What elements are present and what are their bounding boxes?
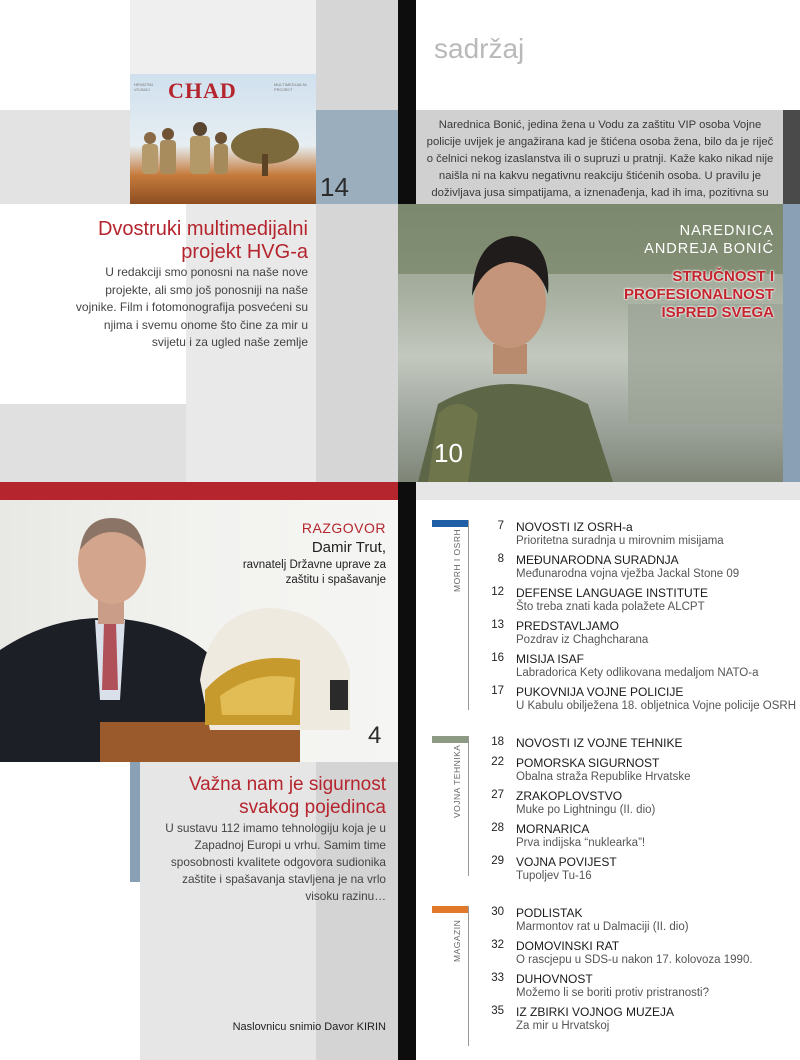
- toc-heading: ZRAKOPLOVSTVO: [516, 789, 623, 803]
- toc-heading: MISIJA ISAF: [516, 652, 585, 666]
- cover-small-text: HRVATSKI VOJNICI: [134, 82, 154, 92]
- toc-heading: VOJNA POVIJEST: [516, 855, 617, 869]
- soldiers-desert-illustration: [130, 74, 316, 204]
- toc-page-number: 27: [491, 789, 504, 801]
- toc-group-line: [468, 520, 469, 710]
- toc-heading: NOVOSTI IZ VOJNE TEHNIKE: [516, 736, 683, 750]
- toc-page-number: 30: [491, 906, 504, 918]
- toc-subheading: U Kabulu obilježena 18. obljetnica Vojne policije OSRH: [516, 700, 797, 712]
- toc-page-number: 16: [491, 652, 504, 664]
- toc-group-label: MAGAZIN: [452, 919, 462, 962]
- toc-subheading: Pozdrav iz Chaghcharana: [516, 634, 649, 646]
- toc-subheading: Za mir u Hrvatskoj: [516, 1020, 610, 1032]
- toc-group-line: [468, 736, 469, 876]
- toc-subheading: Prioritetna suradnja u mirovnim misijama: [516, 535, 724, 547]
- toc-group-label: MORH I OSRH: [452, 528, 462, 592]
- intro-text: Narednica Bonić, jedina žena u Vodu za zaštitu VIP osoba Vojne policije uvijek je angažirana kad je štićena osoba žena, bilo da je riječ o čelnici nekog izaslanstva ili o supruzi u pratnji. Kaže kako nikad nije naišla ni na kakvu negativnu reakciju štićenih osoba. U pravilu je doživljava jusa simpatijama, a iznenađenja, kad ih ima, pozitivna su: [426, 119, 774, 199]
- subtitle-line: PROFESIONALNOST: [623, 286, 774, 303]
- grey-divider-bar: [398, 482, 800, 500]
- toc-group-label: VOJNA TEHNIKA: [452, 744, 462, 818]
- toc-subheading: Labradorica Kety odlikovana medaljom NATO-a: [516, 667, 759, 679]
- toc-heading: POMORSKA SIGURNOST: [516, 756, 660, 770]
- interview-name: Damir Trut,: [311, 539, 386, 556]
- toc-heading: IZ ZBIRKI VOJNOG MUZEJA: [516, 1005, 675, 1019]
- background-panel: [0, 404, 186, 482]
- toc-page-number: 32: [491, 939, 504, 951]
- bonic-name: [560, 222, 774, 258]
- accent-bar: [130, 762, 140, 882]
- toc-heading: PODLISTAK: [516, 906, 583, 920]
- toc-subheading: Tupoljev Tu-16: [516, 870, 592, 882]
- toc-heading: PREDSTAVLJAMO: [516, 619, 619, 633]
- toc-group-accent: [432, 906, 468, 913]
- accent-bar: [783, 204, 800, 482]
- toc-group-accent: [432, 736, 468, 743]
- toc-subheading: Prva indijska “nuklearka”!: [516, 837, 646, 849]
- toc-group-line: [468, 906, 469, 1046]
- section-title: sadržaj: [434, 33, 525, 64]
- subtitle-line: ISPRED SVEGA: [661, 304, 774, 321]
- toc-subheading: Što treba znati kada polažete ALCPT: [516, 601, 705, 613]
- toc-group-accent: [432, 520, 468, 527]
- toc-subheading: Marmontov rat u Dalmaciji (II. dio): [516, 921, 689, 933]
- toc-heading: MEĐUNARODNA SURADNJA: [516, 553, 679, 567]
- toc-page-number: 7: [497, 520, 504, 532]
- name-line: NAREDNICA: [679, 223, 774, 239]
- toc-page-number: 18: [491, 736, 504, 748]
- page-number: 14: [320, 172, 349, 202]
- accent-bar: [783, 110, 800, 204]
- interview-label: RAZGOVOR: [301, 520, 386, 536]
- feature-text: U redakciji smo ponosni na naše nove projekte, ali smo još ponosniji na naše vojnike. Film i fotomonografija posvećeni su njima i svemu onome što čine za mir u svijetu i za ugled naše zemlje: [75, 265, 308, 349]
- cover-credit: Naslovnicu snimio Davor KIRIN: [232, 1021, 386, 1033]
- page-number: 4: [368, 722, 382, 749]
- toc-page-number: 8: [497, 553, 504, 565]
- toc-page-number: 22: [491, 756, 504, 768]
- black-vertical-rule: [398, 0, 416, 1060]
- toc-heading: DOMOVINSKI RAT: [516, 939, 620, 953]
- subtitle-line: STRUČNOST I: [672, 268, 774, 285]
- toc-page-number: 17: [491, 685, 504, 697]
- toc-heading: DUHOVNOST: [516, 972, 593, 986]
- toc-page-number: 13: [491, 619, 504, 631]
- toc-subheading: Možemo li se boriti protiv pristranosti?: [516, 987, 710, 999]
- toc-page-number: 29: [491, 855, 504, 867]
- red-divider-bar: [0, 482, 398, 500]
- chad-cover-image[interactable]: [130, 74, 316, 204]
- page-number: 10: [434, 438, 463, 468]
- cover-small-text: MULTIMEDIJALNI PROJEKT: [274, 82, 307, 92]
- cover-title: CHAD: [168, 78, 237, 103]
- toc-heading: NOVOSTI IZ OSRH-a: [516, 520, 633, 534]
- toc-subheading: O rascjepu u SDS-u nakon 17. kolovoza 1990.: [516, 954, 753, 966]
- toc-page-number: 28: [491, 822, 504, 834]
- toc-heading: PUKOVNIJA VOJNE POLICIJE: [516, 685, 684, 699]
- background-column: [316, 0, 398, 482]
- toc-heading: MORNARICA: [516, 822, 590, 836]
- feature-text: U sustavu 112 imamo tehnologiju koja je u Zapadnoj Europi u vrhu. Samim time sposobnosti kvalitete odgovora sudionika zaštite i spašavanja stavljena je na vrlo visoku razinu…: [165, 821, 386, 903]
- toc-page-number: 33: [491, 972, 504, 984]
- feature-title[interactable]: Dvostruki multimedijalni projekt HVG-a: [97, 218, 308, 263]
- name-line: ANDREJA BONIĆ: [644, 241, 774, 257]
- toc-subheading: Međunarodna vojna vježba Jackal Stone 09: [516, 568, 740, 580]
- toc-heading: DEFENSE LANGUAGE INSTITUTE: [516, 586, 709, 600]
- feature-title[interactable]: Važna nam je sigurnost svakog pojedinca: [188, 774, 386, 818]
- toc-subheading: Muke po Lightningu (II. dio): [516, 804, 656, 816]
- toc-page-number: 35: [491, 1005, 504, 1017]
- bonic-subtitle[interactable]: [560, 268, 774, 322]
- toc-page-number: 12: [491, 586, 504, 598]
- interview-role: ravnatelj Državne uprave za zaštitu i spašavanje: [242, 559, 386, 586]
- toc-subheading: Obalna straža Republike Hrvatske: [516, 771, 691, 783]
